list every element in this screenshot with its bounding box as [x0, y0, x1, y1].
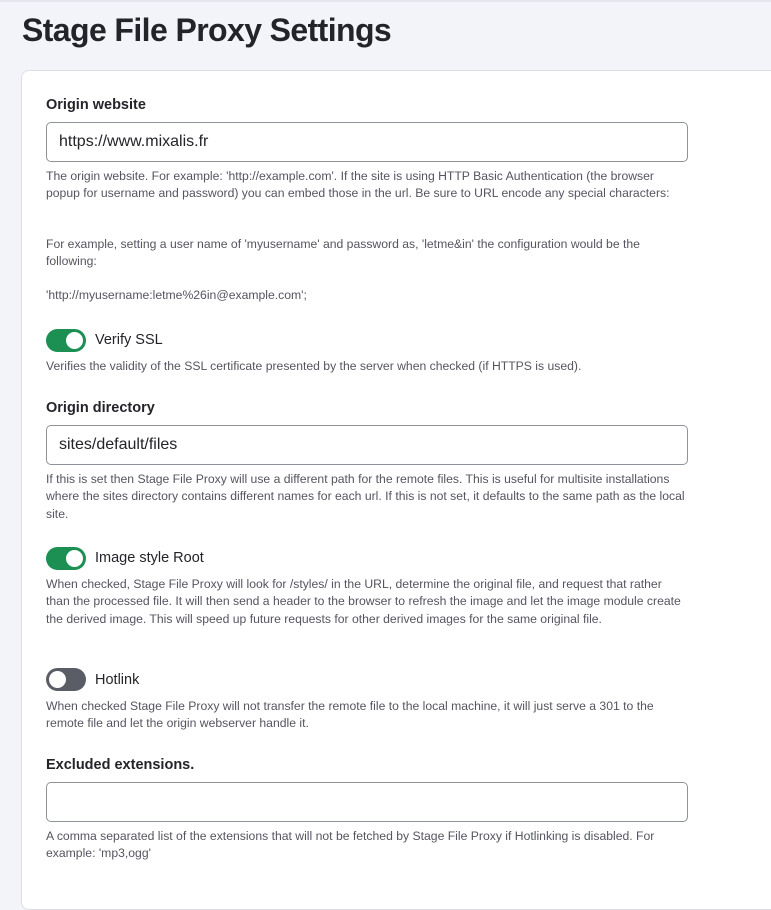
origin-website-example-description: For example, setting a user name of 'myusername' and password as, 'letme&in' the configuration would be the following:	[46, 237, 640, 269]
origin-website-description: The origin website. For example: 'http://example.com'. If the site is using HTTP Basic Authentication (the browser popup for username and password) you can embed those in the url. Be sure to URL encode any special characters:	[46, 169, 670, 201]
toggle-knob	[66, 332, 83, 349]
origin-website-label: Origin website	[46, 97, 146, 113]
origin-website-example-url: 'http://myusername:letme%26in@example.com';	[46, 288, 307, 302]
page-title: Stage File Proxy Settings	[22, 12, 392, 48]
excluded-extensions-description: A comma separated list of the extensions that will not be fetched by Stage File Proxy if Hotlinking is disabled. For example: 'mp3,ogg'	[46, 829, 655, 861]
origin-directory-label: Origin directory	[46, 400, 155, 416]
top-divider	[0, 0, 771, 2]
hotlink-description: When checked Stage File Proxy will not transfer the remote file to the local machine, it will just serve a 301 to the remote file and let the origin webserver handle it.	[46, 699, 654, 731]
toggle-knob	[49, 671, 66, 688]
toggle-knob	[66, 550, 83, 567]
image-style-root-toggle[interactable]	[46, 547, 86, 570]
image-style-root-description: When checked, Stage File Proxy will look for /styles/ in the URL, determine the original file, and request that rather than the processed file. It will then send a header to the browser to refresh the image and let the image module create the derived image. This will speed up future requests for other derived images for the same original file.	[46, 577, 681, 626]
origin-website-input[interactable]	[46, 122, 688, 162]
verify-ssl-label: Verify SSL	[95, 332, 163, 348]
image-style-root-label: Image style Root	[95, 550, 204, 566]
hotlink-toggle[interactable]	[46, 668, 86, 691]
origin-directory-input[interactable]	[46, 425, 688, 465]
excluded-extensions-label: Excluded extensions.	[46, 757, 195, 773]
origin-directory-description: If this is set then Stage File Proxy will use a different path for the remote files. This is useful for multisite installations where the sites directory contains different names for each url. If this is not set, it defaults to the same path as the local site.	[46, 472, 685, 521]
hotlink-label: Hotlink	[95, 672, 140, 688]
verify-ssl-toggle[interactable]	[46, 329, 86, 352]
verify-ssl-description: Verifies the validity of the SSL certificate presented by the server when checked (if HTTPS is used).	[46, 359, 582, 373]
excluded-extensions-input[interactable]	[46, 782, 688, 822]
